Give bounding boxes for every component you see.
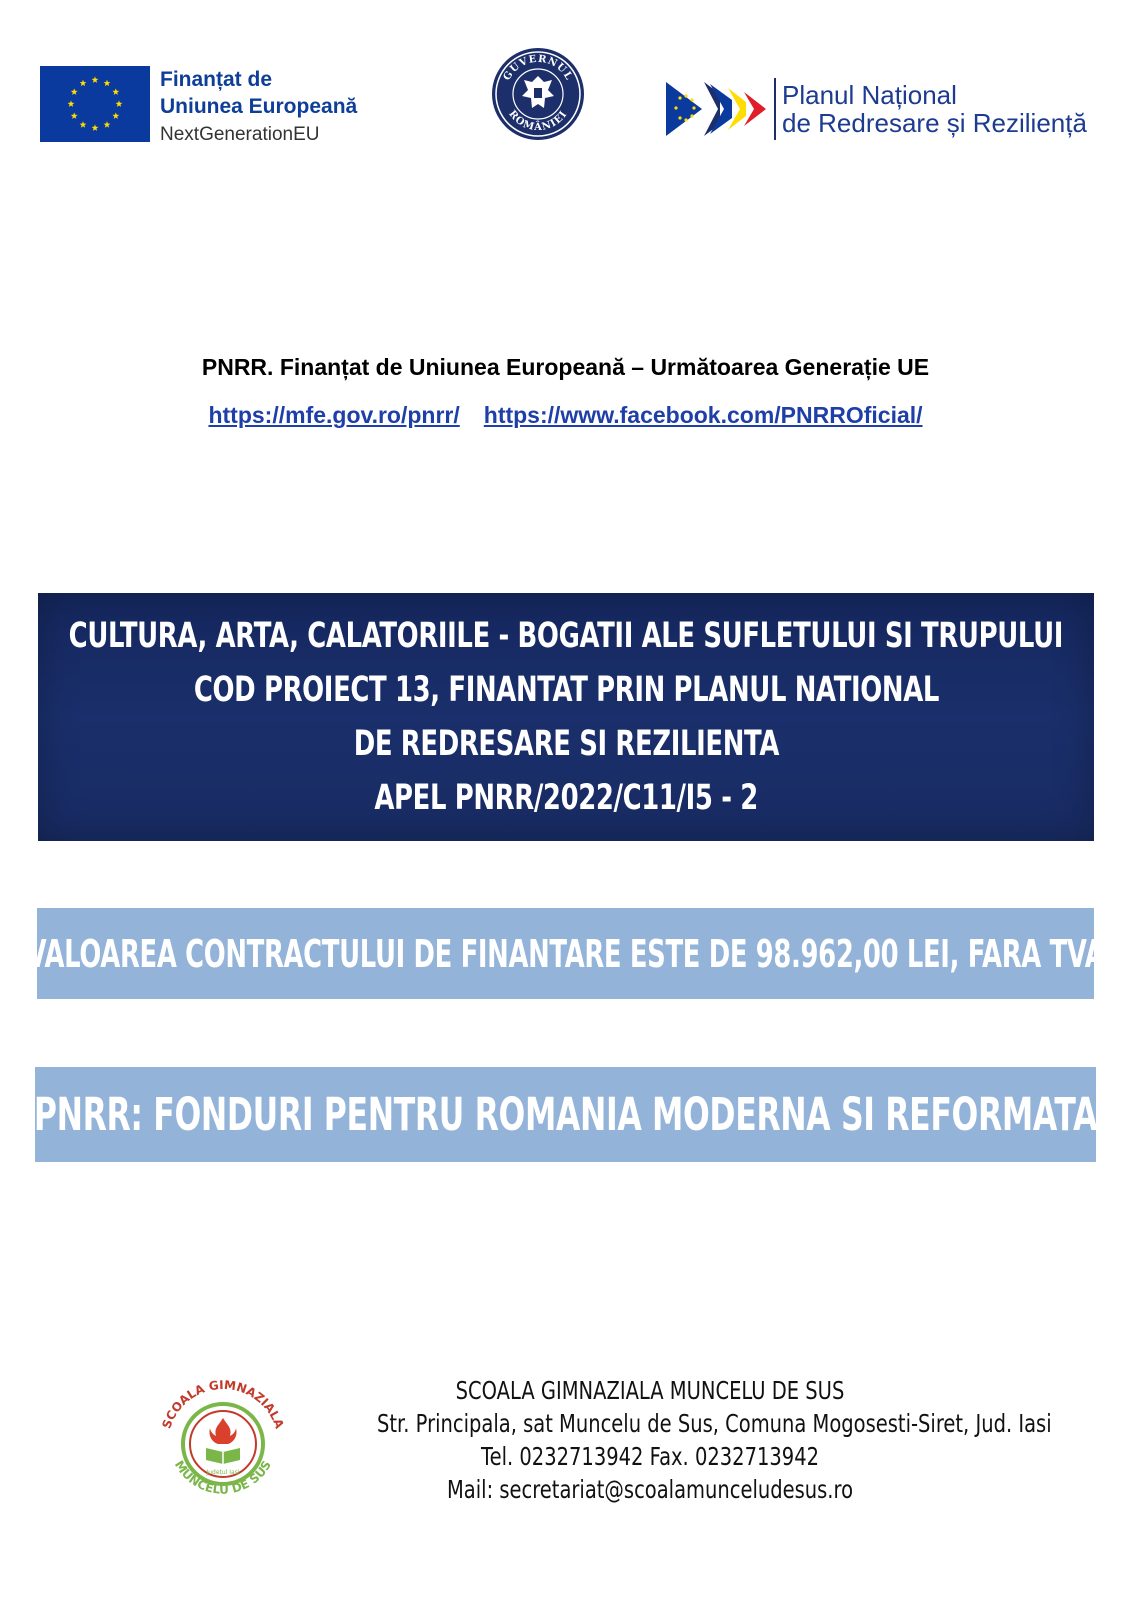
project-title-line1: CULTURA, ARTA, CALATORIILE - BOGATII ALE SUFLETULUI SI TRUPULUI: [68, 616, 1064, 656]
school-name: SCOALA GIMNAZIALA MUNCELU DE SUS: [455, 1376, 845, 1405]
school-email: Mail: secretariat@scoalamunceludesus.ro: [446, 1475, 854, 1504]
school-phone-fax: Tel. 0232713942 Fax. 0232713942: [480, 1442, 820, 1471]
pnrr-logo: [666, 78, 1087, 140]
eu-funded-line1: Finanțat de: [160, 68, 273, 91]
eu-star-icon: [71, 88, 78, 95]
school-address: Str. Principala, sat Muncelu de Sus, Comuna Mogosesti-Siret, Jud. Iasi: [377, 1409, 1052, 1438]
romanian-government-seal-icon: [490, 46, 586, 142]
eu-star-icon: [104, 80, 111, 87]
pnrr-logo-line2: de Redresare și Reziliență: [782, 108, 1087, 138]
school-logo-inner-text: Județul Iași: [206, 1469, 240, 1476]
eu-star-icon: [116, 100, 123, 107]
eu-star-icon: [92, 124, 99, 131]
eu-star-icon: [68, 100, 75, 107]
eu-next-generation: NextGenerationEU: [160, 124, 320, 145]
school-logo-top-text: SCOALA GIMNAZIALA: [159, 1377, 287, 1431]
pnrr-arrows-icon: [666, 80, 770, 138]
school-contact-block: [300, 1374, 1052, 1506]
pnrr-logo-line1: Planul Național: [782, 80, 957, 110]
school-logo-bottom-text: MUNCELU DE SUS: [171, 1458, 275, 1497]
pnrr-links: [0, 402, 1131, 429]
facebook-pnrr-link[interactable]: https://www.facebook.com/PNRROficial/: [483, 402, 923, 428]
seal-top-text: GUVERNUL: [501, 53, 575, 83]
pnrr-slogan-text: PNRR: FONDURI PENTRU ROMANIA MODERNA SI REFORMATA: [33, 1088, 1098, 1141]
project-title-line3: DE REDRESARE SI REZILIENTA: [353, 724, 779, 764]
eu-star-icon: [80, 80, 87, 87]
school-logo-book-flame-icon: [148, 1366, 298, 1516]
seal-bottom-text: ROMÂNIEI: [506, 108, 570, 134]
eu-star-icon: [112, 112, 119, 119]
pnrr-funding-statement: PNRR. Finanțat de Uniunea Europeană – Următoarea Generație UE: [201, 354, 930, 380]
contract-value-banner: [26, 908, 1105, 999]
eu-flag-icon: [40, 66, 150, 142]
contract-value-text: VALOAREA CONTRACTULUI DE FINANTARE ESTE DE 98.962,00 LEI, FARA TVA: [26, 931, 1105, 976]
eu-star-icon: [71, 112, 78, 119]
project-title-banner: [38, 593, 1094, 841]
project-title-line4: APEL PNRR/2022/C11/I5 - 2: [374, 778, 758, 818]
eu-star-icon: [104, 121, 111, 128]
mfe-pnrr-link[interactable]: https://mfe.gov.ro/pnrr/: [208, 402, 460, 428]
eu-star-icon: [92, 76, 99, 83]
eu-funding-logo: [40, 66, 357, 150]
pnrr-slogan-banner: [35, 1067, 1096, 1162]
eu-funded-line2: Uniunea Europeană: [160, 95, 358, 118]
eu-star-icon: [112, 88, 119, 95]
project-title-line2: COD PROIECT 13, FINANTAT PRIN PLANUL NATIONAL: [193, 670, 939, 710]
eu-star-icon: [80, 121, 87, 128]
